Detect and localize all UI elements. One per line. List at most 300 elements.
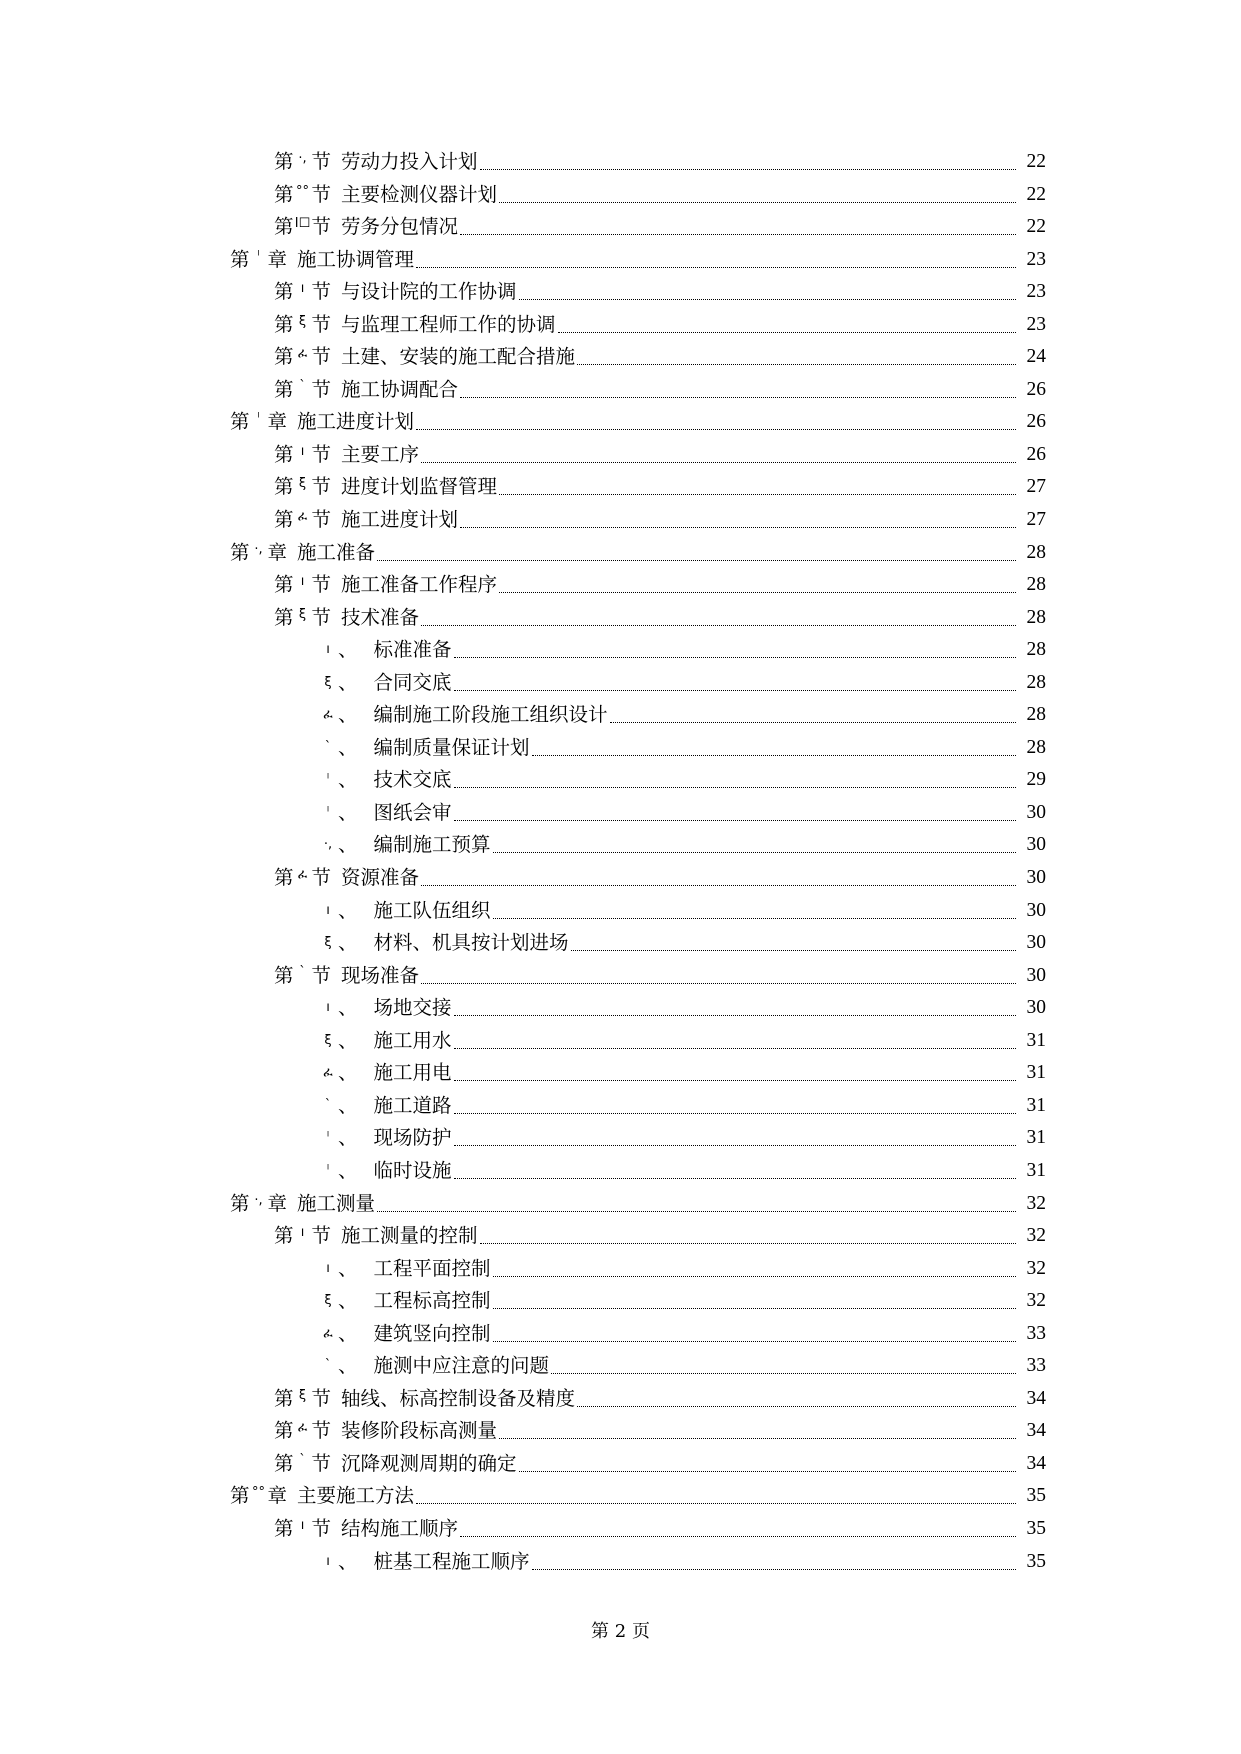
toc-entry[interactable] (0, 476, 1241, 509)
toc-entry-label (274, 1518, 458, 1543)
toc-entry-unit: 、 (338, 1321, 358, 1345)
dot-leader (499, 574, 1016, 593)
toc-entry-label (318, 900, 491, 925)
toc-entry[interactable] (0, 607, 1241, 640)
toc-entry[interactable] (0, 1485, 1241, 1518)
toc-entry-label (230, 411, 414, 436)
toc-entry-label (318, 639, 452, 664)
toc-entry-label (274, 607, 419, 632)
toc-entry-number: ፈ (297, 346, 308, 362)
toc-entry[interactable] (0, 281, 1241, 314)
toc-entry-prefix: 第 (274, 508, 294, 532)
toc-entry-title: 劳动力投入计划 (341, 150, 478, 173)
toc-entry-title: 施工协调配合 (341, 377, 459, 401)
toc-entry-title: 场地交接 (373, 996, 452, 1020)
toc-entry-title: 施工准备工作程序 (341, 573, 498, 597)
toc-entry-page: 31 (1026, 1159, 1046, 1181)
toc-entry[interactable] (0, 444, 1241, 477)
toc-entry-label (274, 476, 497, 501)
dot-leader (454, 1062, 1016, 1081)
toc-entry-number: ˋ (299, 1452, 306, 1468)
toc-entry-unit: 、 (338, 768, 358, 792)
toc-entry-number: ξ (298, 476, 307, 492)
toc-entry[interactable] (0, 1551, 1241, 1584)
toc-entry[interactable] (0, 769, 1241, 802)
dot-leader (377, 1193, 1016, 1212)
toc-entry-number: ı (326, 1000, 330, 1016)
toc-entry-label (318, 1323, 491, 1348)
toc-entry-title: 施工测量的控制 (341, 1224, 478, 1248)
toc-entry-page: 30 (1026, 932, 1046, 954)
toc-entry-page: 26 (1026, 443, 1046, 465)
page-footer: 第 2 页 (591, 1621, 650, 1642)
dot-leader (493, 900, 1016, 919)
toc-entry-prefix: 第 (230, 540, 250, 564)
toc-entry-unit: 、 (338, 833, 358, 857)
toc-entry-page: 23 (1026, 281, 1046, 303)
toc-entry-prefix: 第 (274, 182, 294, 206)
toc-entry[interactable] (0, 932, 1241, 965)
toc-entry-number: °° (296, 183, 310, 199)
toc-entry-label (318, 802, 452, 827)
toc-entry-number: ı (300, 281, 305, 297)
toc-entry[interactable] (0, 1095, 1241, 1128)
toc-entry-unit: 、 (338, 1093, 358, 1117)
toc-entry-number: ·, (323, 837, 333, 853)
toc-entry-title: 桩基工程施工顺序 (373, 1549, 530, 1573)
toc-entry-number: ξ (324, 1032, 332, 1048)
toc-entry-label (318, 997, 452, 1022)
toc-entry-label (318, 1030, 452, 1055)
toc-entry-number: ı (300, 1517, 305, 1533)
toc-entry-number: ξ (298, 1387, 307, 1403)
toc-entry[interactable] (0, 900, 1241, 933)
toc-entry-prefix: 第 (274, 1386, 294, 1410)
toc-entry-page: 26 (1026, 378, 1046, 400)
toc-entry-title: 现场准备 (341, 963, 420, 987)
dot-leader (493, 1258, 1016, 1277)
toc-entry-unit: 节 (311, 312, 332, 336)
toc-entry-prefix: 第 (274, 345, 294, 369)
toc-entry-page: 22 (1026, 151, 1046, 172)
dot-leader (493, 834, 1016, 853)
dot-leader (558, 314, 1016, 333)
toc-entry-label (318, 1062, 452, 1087)
toc-entry-number: ˋ (324, 1358, 332, 1374)
toc-entry-unit: 、 (338, 1354, 358, 1378)
toc-entry-number: °° (252, 1485, 266, 1501)
toc-entry-title: 编制质量保证计划 (373, 735, 530, 759)
toc-entry-prefix: 第 (274, 377, 294, 401)
toc-entry-page: 23 (1026, 313, 1046, 335)
dot-leader (454, 1095, 1016, 1114)
toc-entry-unit: 章 (267, 410, 288, 434)
toc-entry-unit: 节 (311, 1451, 332, 1475)
toc-entry-number: ı (326, 902, 330, 918)
toc-entry[interactable] (0, 737, 1241, 770)
toc-entry-prefix: 第 (274, 475, 294, 499)
toc-entry-title: 主要检测仪器计划 (341, 182, 498, 206)
toc-entry-page: 28 (1026, 639, 1046, 661)
toc-entry-unit: 节 (311, 150, 332, 173)
toc-entry-number: ·, (298, 151, 307, 166)
toc-entry-page: 32 (1026, 1225, 1046, 1247)
toc-entry-unit: 节 (311, 508, 332, 532)
toc-entry-unit: 、 (338, 1061, 358, 1085)
toc-entry-label (318, 737, 530, 762)
toc-entry-page: 31 (1026, 1029, 1046, 1051)
toc-entry-page: 35 (1026, 1485, 1046, 1507)
toc-entry-title: 施工道路 (373, 1093, 452, 1117)
toc-entry-number: ξ (298, 606, 307, 622)
toc-entry-unit: 、 (338, 996, 358, 1020)
toc-entry-unit: 节 (311, 1419, 332, 1443)
toc-entry[interactable] (0, 672, 1241, 705)
toc-entry-number: ˋ (299, 378, 306, 394)
toc-entry[interactable] (0, 704, 1241, 737)
table-of-contents (0, 151, 1241, 1583)
toc-entry-number: ˡ (257, 248, 260, 264)
toc-entry[interactable] (0, 1258, 1241, 1291)
dot-leader (454, 769, 1016, 788)
toc-entry-title: 工程标高控制 (373, 1289, 491, 1313)
toc-entry[interactable] (0, 314, 1241, 347)
toc-entry-label (318, 1095, 452, 1120)
toc-entry-number: ፈ (297, 867, 308, 883)
toc-entry-prefix: 第 (274, 215, 294, 239)
dot-leader (493, 1290, 1016, 1309)
toc-entry-number: ξ (324, 674, 332, 690)
toc-entry-title: 装修阶段标高测量 (341, 1419, 498, 1443)
toc-entry-number: ı (300, 574, 305, 590)
toc-entry-page: 29 (1026, 769, 1046, 791)
toc-entry[interactable] (0, 1030, 1241, 1063)
toc-entry-title: 施工用水 (373, 1028, 452, 1052)
toc-entry-label (274, 1420, 497, 1445)
toc-entry-number: ፈ (297, 1420, 308, 1436)
toc-entry-page: 30 (1026, 899, 1046, 921)
dot-leader (519, 281, 1016, 300)
toc-entry-unit: 、 (338, 1158, 358, 1182)
toc-entry-label (274, 379, 458, 404)
dot-leader (499, 476, 1016, 495)
toc-entry-page: 32 (1026, 1290, 1046, 1312)
dot-leader (610, 704, 1016, 723)
dot-leader (532, 737, 1016, 756)
toc-entry-number: ፈ (323, 1065, 333, 1081)
toc-entry-title: 材料、机具按计划进场 (373, 931, 569, 955)
toc-entry[interactable] (0, 509, 1241, 542)
toc-entry-prefix: 第 (274, 150, 294, 173)
toc-entry-label (318, 834, 491, 859)
toc-entry-page: 31 (1026, 1094, 1046, 1116)
toc-entry-title: 施工进度计划 (341, 508, 459, 532)
dot-leader (421, 607, 1016, 626)
toc-entry-title: 土建、安装的施工配合措施 (341, 345, 576, 369)
dot-leader (460, 379, 1016, 398)
toc-entry[interactable] (0, 1225, 1241, 1258)
dot-leader (577, 1388, 1016, 1407)
toc-entry-title: 施测中应注意的问题 (373, 1354, 550, 1378)
toc-entry-unit: 节 (311, 605, 332, 629)
toc-entry-prefix: 第 (274, 1516, 294, 1540)
toc-entry-title: 临时设施 (373, 1158, 452, 1182)
toc-entry-title: 施工用电 (373, 1061, 452, 1085)
dot-leader (454, 1030, 1016, 1049)
toc-entry-page: 30 (1026, 997, 1046, 1019)
toc-entry-unit: 、 (338, 638, 358, 662)
dot-leader (416, 1485, 1016, 1504)
toc-entry-title: 与设计院的工作协调 (341, 280, 517, 304)
toc-entry-page: 32 (1026, 1192, 1046, 1214)
toc-entry-label (230, 1193, 375, 1218)
toc-entry-page: 22 (1026, 183, 1046, 205)
dot-leader (480, 1225, 1016, 1244)
toc-entry-prefix: 第 (274, 1419, 294, 1443)
dot-leader (377, 542, 1016, 561)
toc-entry-label (318, 1290, 491, 1315)
dot-leader (416, 249, 1016, 268)
toc-entry-title: 标准准备 (373, 638, 452, 662)
toc-entry-title: 图纸会审 (373, 800, 452, 824)
dot-leader (571, 932, 1016, 951)
toc-entry-number: ˋ (324, 739, 332, 755)
toc-entry[interactable] (0, 151, 1241, 184)
toc-entry-page: 22 (1026, 216, 1046, 238)
dot-leader (421, 444, 1016, 463)
toc-entry-unit: 、 (338, 898, 358, 922)
toc-entry-unit: 、 (338, 703, 358, 727)
toc-entry-unit: 节 (311, 573, 332, 597)
toc-entry-number: ፈ (297, 509, 308, 525)
toc-entry[interactable] (0, 1323, 1241, 1356)
toc-entry-label (274, 1453, 517, 1478)
toc-entry-number: ˡ (326, 804, 330, 820)
toc-entry-page: 27 (1026, 476, 1046, 498)
toc-entry-prefix: 第 (274, 605, 294, 629)
toc-entry-unit: 节 (311, 377, 332, 401)
toc-entry-label (274, 867, 419, 892)
toc-entry-unit: 章 (267, 1191, 288, 1215)
toc-entry[interactable] (0, 249, 1241, 282)
toc-entry-title: 技术交底 (373, 768, 452, 792)
toc-entry-title: 编制施工阶段施工组织设计 (373, 703, 608, 727)
toc-entry-page: 30 (1026, 964, 1046, 986)
toc-entry-page: 31 (1026, 1062, 1046, 1084)
toc-entry-prefix: 第 (274, 573, 294, 597)
toc-entry-unit: 节 (311, 182, 332, 206)
toc-entry-unit: 、 (338, 800, 358, 824)
toc-entry-page: 32 (1026, 1257, 1046, 1279)
toc-entry-title: 编制施工预算 (373, 833, 491, 857)
toc-entry-title: 劳务分包情况 (341, 215, 459, 239)
dot-leader (454, 672, 1016, 691)
dot-leader (454, 1127, 1016, 1146)
toc-entry-prefix: 第 (274, 280, 294, 304)
toc-entry-label (274, 444, 419, 469)
toc-entry-unit: 章 (267, 1484, 288, 1508)
toc-entry-page: 24 (1026, 346, 1046, 368)
toc-entry[interactable] (0, 1290, 1241, 1323)
toc-entry-prefix: 第 (274, 312, 294, 336)
toc-entry-label (230, 542, 375, 567)
toc-entry[interactable] (0, 1355, 1241, 1388)
toc-entry-unit: 节 (311, 475, 332, 499)
toc-entry-unit: 、 (338, 1256, 358, 1280)
toc-entry[interactable] (0, 542, 1241, 575)
toc-entry[interactable] (0, 997, 1241, 1030)
toc-entry-title: 沉降观测周期的确定 (341, 1451, 517, 1475)
toc-entry[interactable] (0, 574, 1241, 607)
toc-entry-page: 33 (1026, 1322, 1046, 1344)
toc-entry-label (318, 1551, 530, 1576)
toc-entry-prefix: 第 (274, 963, 294, 987)
toc-entry-label (274, 184, 497, 209)
toc-entry-prefix: 第 (230, 410, 250, 434)
toc-entry[interactable] (0, 867, 1241, 900)
toc-entry-unit: 节 (311, 1386, 332, 1410)
toc-entry-number: ˋ (324, 1097, 332, 1113)
toc-entry-title: 现场防护 (373, 1126, 452, 1150)
toc-entry-title: 施工进度计划 (297, 410, 415, 434)
toc-entry-label (230, 1485, 414, 1510)
toc-entry-label (318, 1160, 452, 1185)
toc-entry[interactable] (0, 802, 1241, 835)
toc-entry-unit: 章 (267, 247, 288, 271)
toc-entry-label (274, 314, 556, 339)
toc-entry[interactable] (0, 379, 1241, 412)
toc-entry[interactable] (0, 1127, 1241, 1160)
toc-entry-label (318, 769, 452, 794)
toc-entry[interactable] (0, 411, 1241, 444)
toc-entry[interactable] (0, 834, 1241, 867)
toc-entry-number: ፈ (323, 707, 333, 723)
toc-entry-title: 建筑竖向控制 (373, 1321, 491, 1345)
dot-leader (454, 802, 1016, 821)
toc-entry-unit: 节 (311, 963, 332, 987)
toc-entry-title: 合同交底 (373, 670, 452, 694)
toc-entry-label (230, 249, 414, 274)
toc-entry-label (274, 574, 497, 599)
toc-entry-prefix: 第 (230, 1484, 250, 1508)
toc-entry[interactable] (0, 184, 1241, 217)
toc-entry-page: 35 (1026, 1550, 1046, 1572)
dot-leader (460, 216, 1016, 235)
dot-leader (499, 1420, 1016, 1439)
dot-leader (577, 346, 1016, 365)
toc-entry-title: 施工准备 (297, 540, 376, 564)
toc-entry-number: ˡ (326, 1162, 330, 1178)
toc-entry-title: 工程平面控制 (373, 1256, 491, 1280)
toc-entry-unit: 节 (311, 280, 332, 304)
toc-entry[interactable] (0, 1420, 1241, 1453)
toc-entry-label (274, 509, 458, 534)
toc-entry-page: 34 (1026, 1387, 1046, 1409)
toc-entry[interactable] (0, 639, 1241, 672)
toc-entry-label (318, 1258, 491, 1283)
toc-entry-title: 施工队伍组织 (373, 898, 491, 922)
toc-entry-label (318, 672, 452, 697)
toc-entry-label (318, 1127, 452, 1152)
toc-entry-unit: 、 (338, 1289, 358, 1313)
toc-entry-number: ˡ (257, 411, 260, 427)
toc-entry-number: ·, (254, 1192, 263, 1208)
dot-leader (480, 151, 1016, 170)
toc-entry-number: I☐ (294, 216, 311, 232)
dot-leader (532, 1551, 1016, 1570)
toc-entry-label (274, 216, 458, 241)
toc-entry[interactable] (0, 1193, 1241, 1226)
toc-entry-number: ξ (324, 935, 332, 951)
dot-leader (460, 509, 1016, 528)
toc-entry-title: 施工协调管理 (297, 247, 415, 271)
toc-entry-prefix: 第 (230, 1191, 250, 1215)
toc-entry-page: 34 (1026, 1420, 1046, 1442)
toc-entry-title: 轴线、标高控制设备及精度 (341, 1386, 576, 1410)
toc-entry-number: ı (300, 1225, 305, 1241)
toc-entry-number: ı (300, 443, 305, 459)
toc-entry-page: 34 (1026, 1452, 1046, 1474)
toc-entry-page: 30 (1026, 867, 1046, 889)
toc-entry[interactable] (0, 1388, 1241, 1421)
toc-entry-label (318, 1355, 549, 1380)
toc-entry[interactable] (0, 1160, 1241, 1193)
toc-entry[interactable] (0, 1518, 1241, 1551)
toc-entry-page: 26 (1026, 411, 1046, 433)
dot-leader (551, 1355, 1016, 1374)
toc-entry-number: ı (326, 1260, 330, 1276)
toc-entry-number: ı (326, 1553, 330, 1569)
toc-entry-title: 主要工序 (341, 442, 420, 466)
toc-entry-page: 30 (1026, 801, 1046, 823)
toc-entry-title: 技术准备 (341, 605, 420, 629)
toc-entry[interactable] (0, 1453, 1241, 1486)
toc-entry-label (274, 1388, 575, 1413)
toc-entry[interactable] (0, 965, 1241, 998)
toc-entry-page: 28 (1026, 606, 1046, 628)
toc-entry-unit: 节 (311, 442, 332, 466)
dot-leader (416, 411, 1016, 430)
toc-entry-label (318, 704, 608, 729)
toc-entry[interactable] (0, 1062, 1241, 1095)
toc-entry-label (274, 965, 419, 990)
toc-entry-unit: 、 (338, 1126, 358, 1150)
dot-leader (493, 1323, 1016, 1342)
toc-entry-label (318, 932, 569, 957)
toc-entry-number: ˡ (326, 772, 330, 788)
toc-entry-page: 28 (1026, 671, 1046, 693)
toc-entry-label (274, 281, 517, 306)
toc-entry-page: 31 (1026, 1127, 1046, 1149)
dot-leader (454, 997, 1016, 1016)
toc-entry-page: 23 (1026, 248, 1046, 270)
dot-leader (454, 1160, 1016, 1179)
dot-leader (460, 1518, 1016, 1537)
dot-leader (421, 965, 1016, 984)
toc-entry-page: 35 (1026, 1517, 1046, 1539)
toc-entry-unit: 节 (311, 345, 332, 369)
toc-entry-number: ˡ (326, 1130, 330, 1146)
toc-entry-unit: 章 (267, 540, 288, 564)
dot-leader (499, 184, 1016, 203)
toc-entry[interactable] (0, 216, 1241, 249)
toc-entry-page: 28 (1026, 574, 1046, 596)
toc-entry[interactable] (0, 346, 1241, 379)
toc-entry-label (274, 151, 478, 176)
toc-entry-unit: 节 (311, 215, 332, 239)
toc-entry-unit: 节 (311, 1516, 332, 1540)
toc-entry-page: 28 (1026, 541, 1046, 563)
